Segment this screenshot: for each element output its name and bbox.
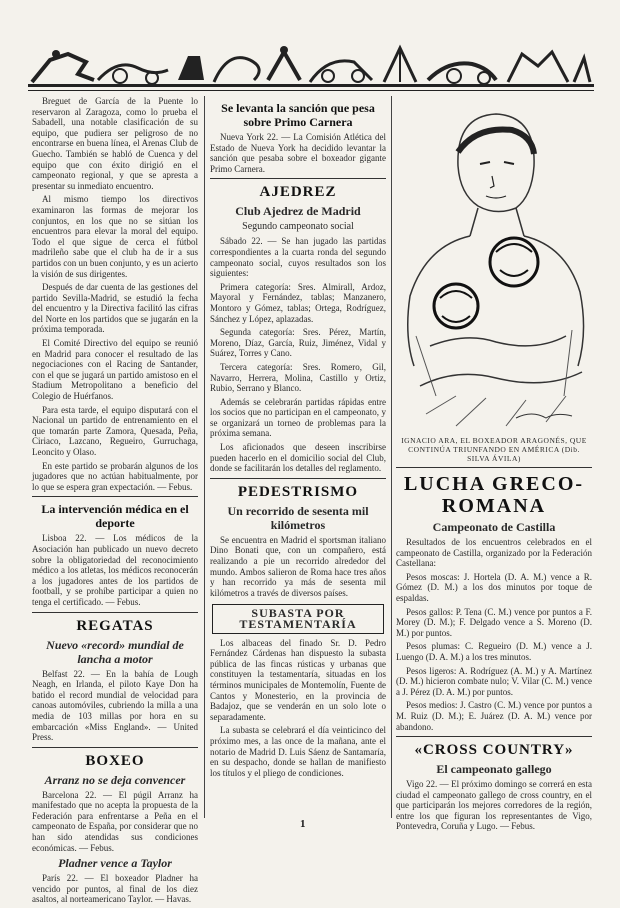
subheadline-record: Nuevo «record» mundial de lancha a motor xyxy=(46,637,184,666)
column-rule xyxy=(204,96,205,818)
subheadline-arranz: Arranz no se deja convencer xyxy=(44,772,186,787)
article-paragraph: Primera categoría: Sres. Almirall, Ardoz, Mayoral y Fernández, tablas; Manzanero, Montoro y Gómez, tablas; Ortega, Rodríguez, Sánchez y López, aplazadas. xyxy=(210,281,386,324)
page-number: 1 xyxy=(300,818,306,830)
article-paragraph: Belfast 22. — En la bahía de Lough Neagh, en Irlanda, el piloto Kaye Don ha batido el record mundial de velocidad para canoas automóviles, cubriendo la milla a una media de 103 millas por hora en su embarcación «Miss England». — United Press. xyxy=(32,668,198,743)
sports-masthead-illustration xyxy=(28,40,594,100)
subheadline-campeonato: Segundo campeonato social xyxy=(242,221,354,233)
section-divider xyxy=(396,467,592,468)
article-paragraph: Pesos ligeros: A. Rodríguez (A. M.) y A. Martínez (D. M.) hicieron combate nulo; V. Vilar (C. M.) vence a J. Pérez (D. A. M.) por puntos. xyxy=(396,665,592,697)
headline-regatas: REGATAS xyxy=(76,617,154,634)
column-right xyxy=(396,96,592,835)
article-paragraph: Breguet de García de la Puente lo reservaron al Zaragoza, como lo prueba el Sabadell, una notable clasificación de su equipo, que pudiera ser peligroso de no encontrarse en buena línea, el Arenas Club de Guecho. También se habló de Cuenca y del equipo que con éxito dirigió en el campeonato regional, y que se apresta a presentar su inmediato encuentro. xyxy=(32,96,198,191)
article-paragraph: Los albaceas del finado Sr. D. Pedro Fernández Cárdenas han dispuesto la subasta pública de las fincas rústicas y urbanas que constituyen la testamentaría, situadas en los términos municipales de Montemolín, Fuente de Cantos y Monesterio, en la provincia de Badajoz, que se venderán en un solo lote o separadamente. xyxy=(210,637,386,722)
headline-boxeo: BOXEO xyxy=(85,752,145,769)
headline-ajedrez: AJEDREZ xyxy=(259,184,337,201)
auction-notice-box: SUBASTA POR TESTAMENTARÍA xyxy=(212,604,384,633)
section-divider xyxy=(32,747,198,748)
column-left xyxy=(32,96,198,908)
article-paragraph: Pesos plumas: C. Regueiro (D. M.) vence a J. Luengo (D. A. M.) a los tres minutos. xyxy=(396,641,592,662)
article-paragraph: Después de dar cuenta de las gestiones del partido Sevilla-Madrid, se estudió la fecha del encuentro y la Directiva facilitó las cifras del Norte en los partidos que se jugarán en la próxima temporada. xyxy=(32,282,198,335)
article-paragraph: Pesos moscas: J. Hortela (D. A. M.) vence a R. Gómez (D. M.) a los dos minutos por toque de espaldas. xyxy=(396,571,592,603)
headline-carnera: Se levanta la sanción que pesa sobre Primo Carnera xyxy=(221,101,375,129)
article-paragraph: Tercera categoría: Sres. Romero, Gil, Navarro, Herrera, Molina, Castillo y Ortiz, Rubio, Serrano y Blanco. xyxy=(210,361,386,394)
subheadline-pladner: Pladner vence a Taylor xyxy=(58,856,172,871)
article-paragraph: Vigo 22. — El próximo domingo se correrá en esta ciudad el campeonato gallego de cross country, en el que participarán los mejores corredores de la región, entre los que figuran los representantes de Vigo, Pontevedra, Coruña y Lugo. — Febus. xyxy=(396,779,592,832)
article-paragraph: Se encuentra en Madrid el sportsman italiano Dino Bonati que, con un compañero, está realizando a pie un recorrido alrededor del mundo. Ambos salieron de Roma hace tres años y han recorrido ya más de sesenta mil kilómetros a través de diversos países. xyxy=(210,534,386,598)
subheadline-recorrido: Un recorrido de sesenta mil kilómetros xyxy=(227,503,369,532)
headline-cross-country: «CROSS COUNTRY» xyxy=(414,742,574,759)
column-rule xyxy=(391,96,392,818)
subheadline-castilla: Campeonato de Castilla xyxy=(432,520,556,534)
column-middle xyxy=(210,96,386,781)
illustration-caption: IGNACIO ARA, EL BOXEADOR ARAGONÉS, QUE CONTINÚA TRIUNFANDO EN AMÉRICA (Dib. SILVA ÁVILA) xyxy=(401,436,587,463)
article-paragraph: Barcelona 22. — El púgil Arranz ha manifestado que no acepta la propuesta de la Federación para enfrentarse a Peña en el campeonato de España, por considerar que no han sido atendidas sus condiciones económicas. — Febus. xyxy=(32,789,198,853)
article-paragraph: Sábado 22. — Se han jugado las partidas correspondientes a la cuarta ronda del segundo campeonato social, cuyos resultados son los siguientes: xyxy=(210,236,386,279)
article-paragraph: Nueva York 22. — La Comisión Atlética del Estado de Nueva York ha decidido levantar la sanción que pesaba sobre el boxeador gigante Primo Carnera. xyxy=(210,132,386,174)
section-divider xyxy=(210,478,386,479)
article-paragraph: Pesos gallos: P. Tena (C. M.) vence por puntos a F. Morey (D. M.); F. Delgado vence a S. Moreno (D. M.) por puntos. xyxy=(396,606,592,638)
article-paragraph: Pesos medios: J. Castro (C. M.) vence por puntos a M. Ruiz (D. M.); E. Juárez (D. A. M.) vence por abandono. xyxy=(396,700,592,732)
article-paragraph: La subasta se celebrará el día veinticinco del próximo mes, a las once de la mañana, ante el notario de Madrid D. Luis Sáenz de Santamaría, en su despacho, donde se hallan de manifiesto los títulos y el pliego de condiciones. xyxy=(210,725,386,778)
subheadline-gallego: El campeonato gallego xyxy=(436,762,552,777)
subheadline-club: Club Ajedrez de Madrid xyxy=(235,204,361,219)
article-paragraph: En este partido se probarán algunos de los jugadores que no actúan habitualmente, por lo que se espera gran expectación. — Febus. xyxy=(32,460,198,492)
article-paragraph: Resultados de los encuentros celebrados en el campeonato de Castilla, organizado por la Federación Castellana: xyxy=(396,537,592,569)
headline-medical: La intervención médica en el deporte xyxy=(41,502,189,531)
headline-pedestrismo: PEDESTRISMO xyxy=(237,483,359,500)
headline-lucha: LUCHA GRECO-ROMANA xyxy=(403,473,585,517)
article-paragraph: París 22. — El boxeador Pladner ha vencido por puntos, al final de los diez asaltos, al norteamericano Taylor. — Havas. xyxy=(32,873,198,905)
article-paragraph: Al mismo tiempo los directivos examinaron las formas de mejorar los conjuntos, en los que no se sitúan los encuentros para elevar la moral del equipo. Todo el que sigue de cerca el fútbol madrileño sabe que el club ha de ir a sus partidos con un buen conjunto, y es un acierto la visión de sus dirigentes. xyxy=(32,194,198,279)
section-divider xyxy=(396,736,592,737)
article-paragraph: Además se celebrarán partidas rápidas entre los socios que no participan en el campeonato, y se organizará un torneo de problemas para la próxima semana. xyxy=(210,396,386,439)
article-paragraph: Segunda categoría: Sres. Pérez, Martín, Moreno, Díaz, García, Ruiz, Jiménez, Vidal y Suárez, Torres y Cano. xyxy=(210,327,386,359)
article-paragraph: Lisboa 22. — Los médicos de la Asociación han publicado un nuevo decreto sobre la obligatoriedad del reconocimiento médico a los atletas, los médicos reconocerán a los jugadores antes de los partidos de football, y se prohíbe participar a quien no tenga el certificado. — Febus. xyxy=(32,533,198,607)
section-divider xyxy=(32,496,198,497)
article-paragraph: El Comité Directivo del equipo se reunió en Madrid para conocer el resultado de las negociaciones con el Racing de Santander, con el que se jugará un partido amistoso en el Stadium Metropolitano a beneficio del Colegio de Huérfanos. xyxy=(32,338,198,402)
section-divider xyxy=(32,612,198,613)
section-divider xyxy=(210,178,386,179)
article-paragraph: Para esta tarde, el equipo disputará con el Nacional un partido de entrenamiento en el que tomarán parte Zamora, Quesada, Peña, Ciriaco, Lazcano, Regueiro, Gurruchaga, Leoncito y Olaso. xyxy=(32,404,198,457)
article-paragraph: Los aficionados que deseen inscribirse pueden hacerlo en el domicilio social del Club, donde se facilitarán los detalles del reglamento. xyxy=(210,442,386,474)
boxer-portrait-illustration xyxy=(396,96,592,434)
